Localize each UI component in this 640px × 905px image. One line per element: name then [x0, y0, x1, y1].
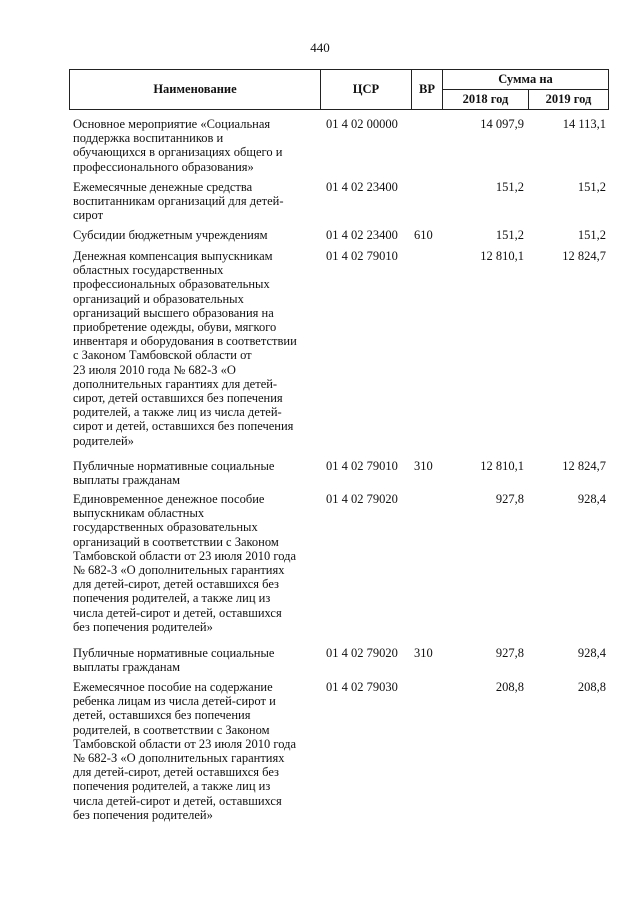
row-csr: 01 4 02 79010 — [326, 249, 398, 263]
row-amount-2019: 928,4 — [577, 492, 606, 506]
row-csr: 01 4 02 79020 — [326, 646, 398, 660]
row-amount-2019: 928,4 — [577, 646, 606, 660]
row-amount-2018: 927,8 — [495, 646, 524, 660]
row-csr: 01 4 02 00000 — [326, 117, 398, 131]
row-amount-2018: 14 097,9 — [480, 117, 524, 131]
row-csr: 01 4 02 23400 — [326, 228, 398, 242]
row-amount-2019: 14 113,1 — [562, 117, 606, 131]
row-name: Ежемесячные денежные средства воспитанникам организаций для детей- сирот — [73, 180, 284, 223]
table-header — [69, 69, 609, 110]
header-year-2018: 2018 год — [443, 90, 529, 109]
row-amount-2018: 12 810,1 — [480, 249, 524, 263]
header-csr: ЦСР — [321, 70, 412, 109]
row-amount-2018: 927,8 — [495, 492, 524, 506]
row-vr: 310 — [414, 459, 433, 473]
header-name: Наименование — [70, 70, 321, 109]
row-vr: 610 — [414, 228, 433, 242]
row-amount-2018: 151,2 — [495, 228, 524, 242]
row-vr: 310 — [414, 646, 433, 660]
row-csr: 01 4 02 79030 — [326, 680, 398, 694]
row-csr: 01 4 02 79010 — [326, 459, 398, 473]
page-number: 440 — [310, 40, 330, 55]
row-amount-2019: 12 824,7 — [562, 459, 606, 473]
row-amount-2018: 151,2 — [495, 180, 524, 194]
row-name: Ежемесячное пособие на содержание ребенка лицам из числа детей-сирот и детей, оставшихся без попечения родителей, в соответствии с Законом Тамбовской области от 23 июля 2010 года № 682-З «О дополнительных гарантиях для детей-сирот, детей оставшихся без попечения родителей, а также лиц из числа детей-сирот и детей, оставшихся без попечения родителей» — [73, 680, 297, 822]
row-name: Субсидии бюджетным учреждениям — [73, 228, 268, 242]
row-amount-2019: 12 824,7 — [562, 249, 606, 263]
row-amount-2019: 151,2 — [577, 228, 606, 242]
row-csr: 01 4 02 79020 — [326, 492, 398, 506]
header-sum: Сумма на — [443, 70, 608, 90]
row-csr: 01 4 02 23400 — [326, 180, 398, 194]
row-name: Публичные нормативные социальные выплаты гражданам — [73, 646, 275, 675]
row-name: Единовременное денежное пособие выпускникам областных государственных образовательных организаций в соответствии с Законом Тамбовской области от 23 июля 2010 года № 682-З «О дополнительных гарантиях для детей-сирот, детей оставшихся без попечения родителей, а также лиц из числа детей-сирот и детей, оставшихся без попечения родителей» — [73, 492, 297, 634]
row-name: Публичные нормативные социальные выплаты гражданам — [73, 459, 275, 488]
row-amount-2019: 151,2 — [577, 180, 606, 194]
row-name: Основное мероприятие «Социальная поддержка воспитанников и обучающихся в организациях общего и профессионального образования» — [73, 117, 283, 174]
row-amount-2018: 208,8 — [495, 680, 524, 694]
header-year-2019: 2019 год — [545, 92, 592, 106]
header-vr: ВР — [412, 70, 443, 109]
row-name: Денежная компенсация выпускникам областных государственных профессиональных образовательных организаций и образовательных организаций высшего образования на приобретение одежды, обуви, мягкого инвентаря и оборудования в соответствии с Законом Тамбовской области от 23 июля 2010 года № 682-З «О дополнительных гарантиях для детей- сирот, детей оставшихся без попечения родителей, а также лиц из числа детей- сирот и детей, оставшихся без попечения родителей» — [73, 249, 297, 448]
row-amount-2018: 12 810,1 — [480, 459, 524, 473]
row-amount-2019: 208,8 — [577, 680, 606, 694]
